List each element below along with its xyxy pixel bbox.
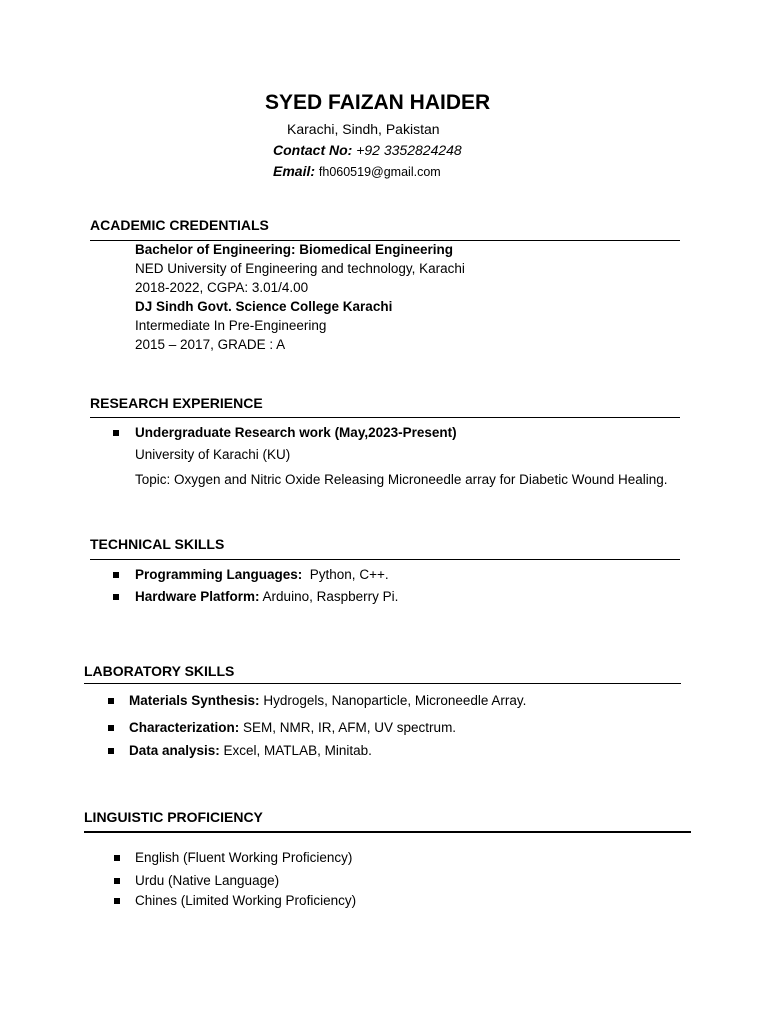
lab-skill-label: Materials Synthesis: xyxy=(129,693,260,708)
email-line xyxy=(273,163,441,179)
research-title: Undergraduate Research work (May,2023-Present) xyxy=(135,425,457,440)
language-item: Urdu (Native Language) xyxy=(135,873,280,888)
email-value: fh060519@gmail.com xyxy=(318,165,441,179)
lab-skill-item xyxy=(129,693,526,708)
section-heading-technical: TECHNICAL SKILLS xyxy=(90,536,225,552)
section-heading-research: RESEARCH EXPERIENCE xyxy=(90,395,263,411)
lab-skill-label: Characterization: xyxy=(129,720,240,735)
section-divider xyxy=(84,831,691,833)
intermediate-title: Intermediate In Pre-Engineering xyxy=(135,318,327,333)
contact-line xyxy=(273,142,462,158)
language-item: Chines (Limited Working Proficiency) xyxy=(135,893,357,908)
location: Karachi, Sindh, Pakistan xyxy=(287,121,440,137)
bullet-icon xyxy=(114,855,120,861)
skill-label: Hardware Platform: xyxy=(135,589,260,604)
degree-years-cgpa: 2018-2022, CGPA: 3.01/4.00 xyxy=(135,280,309,295)
lab-skill-value: Excel, MATLAB, Minitab. xyxy=(219,743,372,758)
bullet-icon xyxy=(113,430,119,436)
bullet-icon xyxy=(108,725,114,731)
section-divider xyxy=(90,240,680,241)
lab-skill-item xyxy=(129,720,456,735)
intermediate-years-grade: 2015 – 2017, GRADE : A xyxy=(135,337,286,352)
skill-label: Programming Languages: xyxy=(135,567,303,582)
contact-label: Contact No: xyxy=(273,142,353,158)
lab-skill-value: SEM, NMR, IR, AFM, UV spectrum. xyxy=(239,720,457,735)
skill-value: Python, C++. xyxy=(302,567,389,582)
section-heading-linguistic: LINGUISTIC PROFICIENCY xyxy=(84,809,263,825)
degree-title: Bachelor of Engineering: Biomedical Engineering xyxy=(135,242,454,257)
bullet-icon xyxy=(113,594,119,600)
bullet-icon xyxy=(108,698,114,704)
section-divider xyxy=(84,683,681,684)
bullet-icon xyxy=(108,748,114,754)
bullet-icon xyxy=(113,572,119,578)
bullet-icon xyxy=(114,898,120,904)
skill-value: Arduino, Raspberry Pi. xyxy=(259,589,399,604)
skill-item xyxy=(135,567,389,582)
lab-skill-value: Hydrogels, Nanoparticle, Microneedle Array. xyxy=(259,693,527,708)
lab-skill-label: Data analysis: xyxy=(129,743,220,758)
candidate-name: SYED FAIZAN HAIDER xyxy=(265,91,491,114)
research-institution: University of Karachi (KU) xyxy=(135,447,291,462)
email-label: Email: xyxy=(273,163,316,179)
university-name: NED University of Engineering and technology, Karachi xyxy=(135,261,465,276)
section-heading-academic: ACADEMIC CREDENTIALS xyxy=(90,217,269,233)
research-topic: Topic: Oxygen and Nitric Oxide Releasing Microneedle array for Diabetic Wound Healing. xyxy=(135,472,668,487)
skill-item xyxy=(135,589,398,604)
section-divider xyxy=(90,559,680,560)
language-item: English (Fluent Working Proficiency) xyxy=(135,850,353,865)
section-divider xyxy=(90,417,680,418)
section-heading-laboratory: LABORATORY SKILLS xyxy=(84,663,235,679)
lab-skill-item xyxy=(129,743,372,758)
college-name: DJ Sindh Govt. Science College Karachi xyxy=(135,299,393,314)
contact-value: +92 3352824248 xyxy=(356,142,462,158)
bullet-icon xyxy=(114,878,120,884)
